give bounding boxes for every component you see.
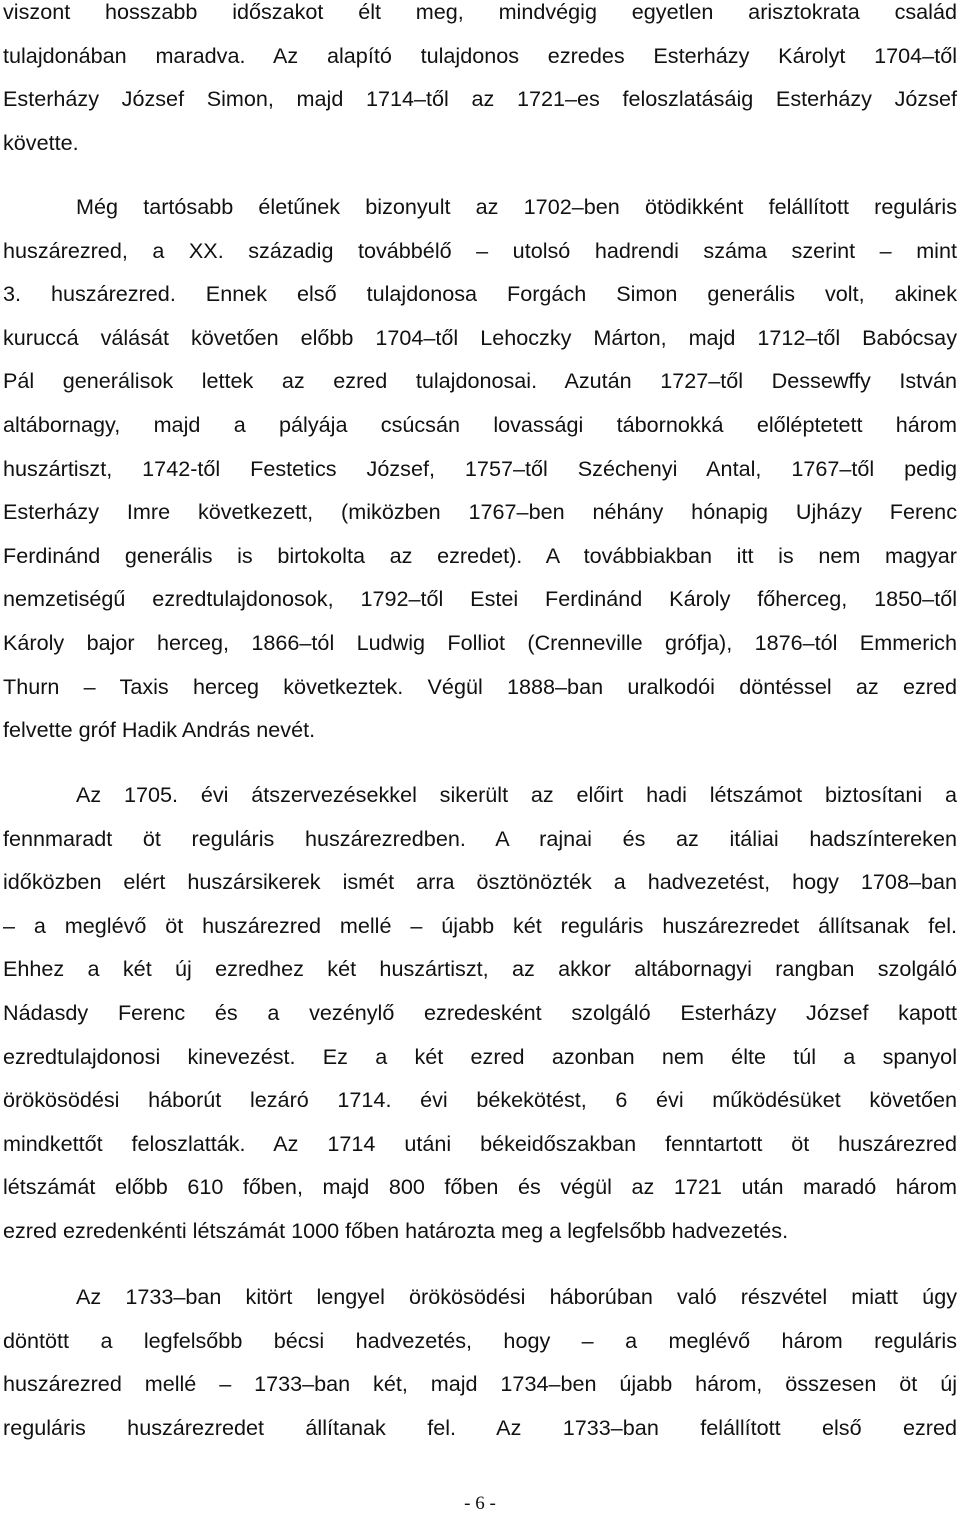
text-line: Ferdinánd generális is birtokolta az ezredet). A továbbiakban itt is nem magyar [3, 542, 957, 568]
text-line: Thurn – Taxis herceg következtek. Végül 1888–ban uralkodói döntéssel az ezred [3, 673, 957, 699]
text-line: Az 1705. évi átszervezésekkel sikerült az előirt hadi létszámot biztosítani a [76, 782, 957, 807]
text-line: reguláris huszárezredet állítanak fel. Az 1733–ban felállított első ezred [3, 1414, 957, 1440]
text-line: ezred ezredenkénti létszámát 1000 főben határozta meg a legfelsőbb hadvezetés. [3, 1217, 789, 1243]
paragraph-1705-reorganization [3, 773, 957, 1253]
text-line: huszárezred, a XX. századig továbbélő – utolsó hadrendi száma szerint – mint [3, 237, 957, 263]
text-line: viszont hosszabb időszakot élt meg, mindvégig egyetlen arisztokrata család [3, 0, 957, 24]
text-line: Nádasdy Ferenc és a vezénylő ezredesként szolgáló Esterházy József kapott [3, 999, 957, 1025]
text-line: időközben elért huszársikerek ismét arra ösztönözték a hadvezetést, hogy 1708–ban [3, 869, 957, 895]
text-line: tulajdonában maradva. Az alapító tulajdonos ezredes Esterházy Károlyt 1704–től [3, 42, 957, 68]
paragraph-polish-succession-war [3, 1275, 957, 1449]
text-line: – a meglévő öt huszárezred mellé – újabb két reguláris huszárezredet állítsanak fel. [3, 912, 957, 938]
text-line: altábornagy, majd a pályája csúcsán lovassági tábornokká előléptetett három [3, 411, 957, 437]
text-line: örökösödési háborút lezáró 1714. évi békekötést, 6 évi működésüket követően [3, 1087, 957, 1113]
text-line: felvette gróf Hadik András nevét. [3, 717, 316, 743]
text-line: mindkettőt feloszlatták. Az 1714 utáni békeidőszakban fenntartott öt huszárezred [3, 1130, 957, 1156]
page-number: - 6 - [464, 1493, 496, 1514]
text-line: létszámát előbb 610 főben, majd 800 főben és végül az 1721 után maradó három [3, 1174, 957, 1200]
text-line: 3. huszárezred. Ennek első tulajdonosa Forgách Simon generális volt, akinek [3, 281, 957, 307]
text-line: Esterházy Imre következett, (miközben 1767–ben néhány hónapig Ujházy Ferenc [3, 499, 957, 525]
text-line: Pál generálisok lettek az ezred tulajdonosai. Azután 1727–től Dessewffy István [3, 368, 957, 394]
paragraph-regiment-history [3, 185, 957, 752]
text-line: Még tartósabb életűnek bizonyult az 1702–ben ötödikként felállított reguláris [76, 194, 957, 219]
text-line: kuruccá válását követően előbb 1704–től Lehoczky Márton, majd 1712–től Babócsay [3, 324, 957, 350]
text-line: Az 1733–ban kitört lengyel örökösödési háborúban való részvétel miatt úgy [76, 1284, 957, 1309]
text-line: követte. [3, 129, 79, 155]
text-line: nemzetiségű ezredtulajdonosok, 1792–től Estei Ferdinánd Károly főherceg, 1850–től [3, 586, 957, 612]
text-line: Esterházy József Simon, majd 1714–től az 1721–es feloszlatásáig Esterházy József [3, 86, 957, 112]
paragraph-continuation [3, 0, 957, 164]
text-line: huszártiszt, 1742-től Festetics József, 1757–től Széchenyi Antal, 1767–től pedig [3, 455, 957, 481]
text-line: huszárezred mellé – 1733–ban két, majd 1734–ben újabb három, összesen öt új [3, 1371, 957, 1397]
text-line: döntött a legfelsőbb bécsi hadvezetés, hogy – a meglévő három reguláris [3, 1327, 957, 1353]
text-line: fennmaradt öt reguláris huszárezredben. A rajnai és az itáliai hadszíntereken [3, 825, 957, 851]
text-line: ezredtulajdonosi kinevezést. Ez a két ezred azonban nem élte túl a spanyol [3, 1043, 957, 1069]
text-line: Károly bajor herceg, 1866–tól Ludwig Folliot (Crenneville grófja), 1876–tól Emmerich [3, 629, 957, 655]
text-line: Ehhez a két új ezredhez két huszártiszt, az akkor altábornagyi rangban szolgáló [3, 956, 957, 982]
